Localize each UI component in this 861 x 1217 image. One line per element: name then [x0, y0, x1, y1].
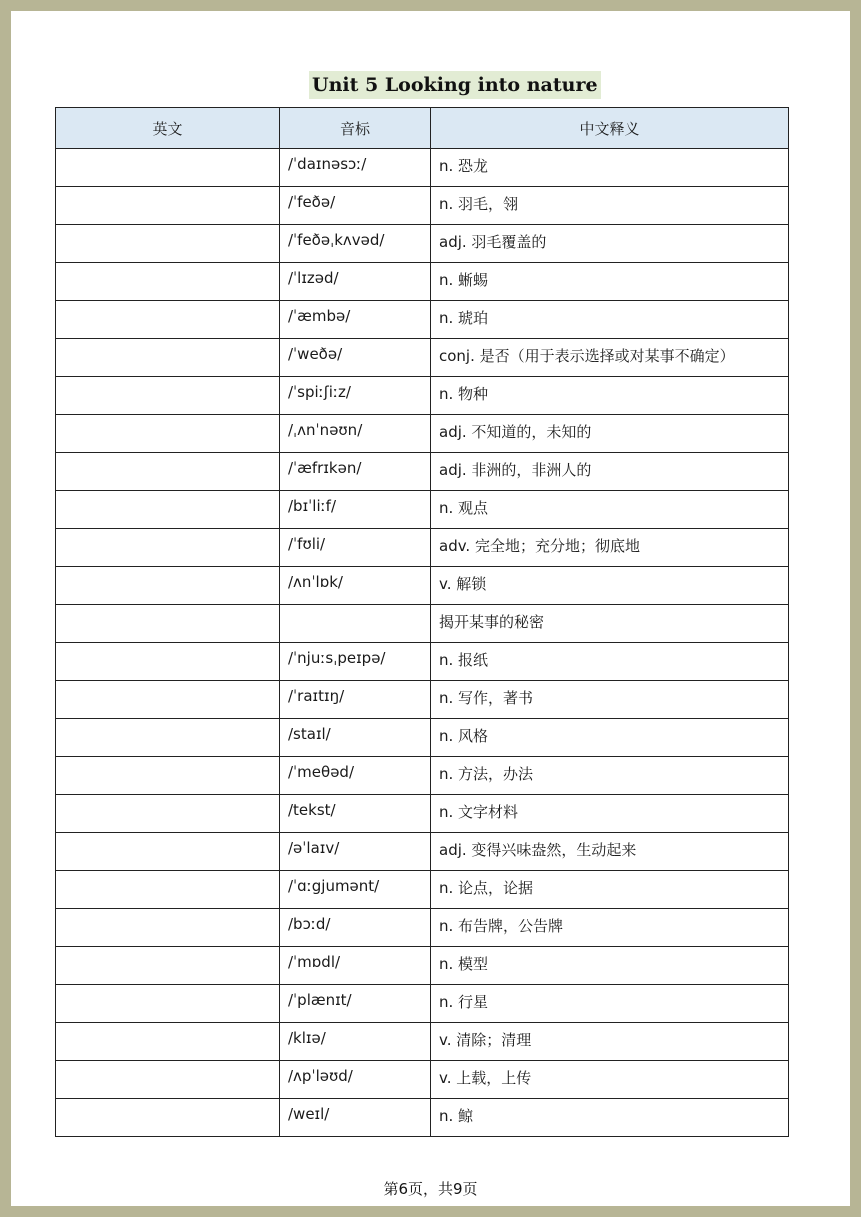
cell-chinese: adj. 羽毛覆盖的: [431, 225, 789, 263]
table-row: [56, 301, 789, 339]
table-row: [56, 719, 789, 757]
cell-english: [56, 681, 280, 719]
table-row: [56, 947, 789, 985]
cell-chinese: n. 论点，论据: [431, 871, 789, 909]
cell-phonetic: /ˈæfrɪkən/: [280, 453, 431, 491]
cell-english: [56, 529, 280, 567]
cell-phonetic: /bɔːd/: [280, 909, 431, 947]
cell-phonetic: /ˈnjuːsˌpeɪpə/: [280, 643, 431, 681]
cell-phonetic: /ˈɑːgjumənt/: [280, 871, 431, 909]
cell-chinese: n. 行星: [431, 985, 789, 1023]
cell-chinese: n. 方法，办法: [431, 757, 789, 795]
cell-english: [56, 643, 280, 681]
cell-chinese: n. 物种: [431, 377, 789, 415]
page-title: Unit 5 Looking into nature: [309, 71, 601, 99]
cell-phonetic: /tekst/: [280, 795, 431, 833]
cell-english: [56, 149, 280, 187]
table-row: [56, 377, 789, 415]
cell-phonetic: /ˈlɪzəd/: [280, 263, 431, 301]
cell-english: [56, 985, 280, 1023]
cell-english: [56, 947, 280, 985]
cell-phonetic: /ˈraɪtɪŋ/: [280, 681, 431, 719]
table-row: [56, 871, 789, 909]
cell-chinese: n. 鲸: [431, 1099, 789, 1137]
cell-chinese: n. 布告牌，公告牌: [431, 909, 789, 947]
cell-chinese: v. 清除；清理: [431, 1023, 789, 1061]
cell-chinese: 揭开某事的秘密: [431, 605, 789, 643]
cell-english: [56, 909, 280, 947]
table-row: [56, 833, 789, 871]
cell-chinese: n. 报纸: [431, 643, 789, 681]
cell-chinese: n. 琥珀: [431, 301, 789, 339]
cell-phonetic: /ˈfeðəˌkʌvəd/: [280, 225, 431, 263]
cell-phonetic: /ˈmeθəd/: [280, 757, 431, 795]
cell-phonetic: /ˌʌnˈnəʊn/: [280, 415, 431, 453]
cell-chinese: n. 文字材料: [431, 795, 789, 833]
cell-chinese: n. 观点: [431, 491, 789, 529]
cell-english: [56, 491, 280, 529]
cell-phonetic: /ˈdaɪnəsɔː/: [280, 149, 431, 187]
cell-phonetic: /əˈlaɪv/: [280, 833, 431, 871]
table-row: [56, 529, 789, 567]
table-row: [56, 453, 789, 491]
cell-phonetic: /ˈfʊli/: [280, 529, 431, 567]
cell-phonetic: /ˈplænɪt/: [280, 985, 431, 1023]
cell-english: [56, 339, 280, 377]
cell-chinese: n. 蜥蜴: [431, 263, 789, 301]
cell-chinese: adj. 变得兴味盎然，生动起来: [431, 833, 789, 871]
cell-english: [56, 605, 280, 643]
table-row: [56, 795, 789, 833]
cell-english: [56, 377, 280, 415]
table-row: [56, 567, 789, 605]
cell-chinese: n. 恐龙: [431, 149, 789, 187]
cell-chinese: n. 风格: [431, 719, 789, 757]
cell-english: [56, 719, 280, 757]
document-page: [11, 11, 850, 1206]
cell-english: [56, 567, 280, 605]
cell-phonetic: /bɪˈliːf/: [280, 491, 431, 529]
table-row: [56, 225, 789, 263]
page-number: 第6页，共9页: [383, 1180, 478, 1198]
cell-chinese: n. 羽毛，翎: [431, 187, 789, 225]
table-row: [56, 909, 789, 947]
table-row: [56, 491, 789, 529]
table-row: [56, 339, 789, 377]
cell-phonetic: /ʌpˈləʊd/: [280, 1061, 431, 1099]
cell-phonetic: /staɪl/: [280, 719, 431, 757]
cell-english: [56, 795, 280, 833]
cell-english: [56, 833, 280, 871]
cell-chinese: n. 模型: [431, 947, 789, 985]
table-row: [56, 757, 789, 795]
cell-phonetic: /klɪə/: [280, 1023, 431, 1061]
cell-chinese: adj. 非洲的，非洲人的: [431, 453, 789, 491]
header-english: 英文: [56, 108, 280, 149]
vocabulary-table: [55, 107, 789, 1137]
table-row: [56, 149, 789, 187]
table-row: [56, 1099, 789, 1137]
table-row: [56, 415, 789, 453]
cell-english: [56, 757, 280, 795]
table-row: [56, 1023, 789, 1061]
cell-english: [56, 1099, 280, 1137]
cell-english: [56, 415, 280, 453]
cell-english: [56, 301, 280, 339]
table-body: [56, 149, 789, 1137]
cell-english: [56, 225, 280, 263]
cell-chinese: adv. 完全地；充分地；彻底地: [431, 529, 789, 567]
cell-english: [56, 1061, 280, 1099]
cell-chinese: v. 解锁: [431, 567, 789, 605]
cell-chinese: conj. 是否（用于表示选择或对某事不确定）: [431, 339, 789, 377]
table-row: [56, 605, 789, 643]
cell-phonetic: /ˈæmbə/: [280, 301, 431, 339]
cell-phonetic: /ˈmɒdl/: [280, 947, 431, 985]
header-chinese: 中文释义: [431, 108, 789, 149]
table-row: [56, 985, 789, 1023]
cell-english: [56, 871, 280, 909]
cell-phonetic: /ˈspiːʃiːz/: [280, 377, 431, 415]
table-row: [56, 643, 789, 681]
table-row: [56, 263, 789, 301]
cell-english: [56, 453, 280, 491]
cell-phonetic: /ʌnˈlɒk/: [280, 567, 431, 605]
cell-phonetic: [280, 605, 431, 643]
cell-chinese: v. 上载，上传: [431, 1061, 789, 1099]
cell-phonetic: /ˈfeðə/: [280, 187, 431, 225]
cell-english: [56, 187, 280, 225]
cell-english: [56, 1023, 280, 1061]
cell-chinese: adj. 不知道的，未知的: [431, 415, 789, 453]
header-phonetic: 音标: [280, 108, 431, 149]
table-row: [56, 681, 789, 719]
table-row: [56, 187, 789, 225]
cell-chinese: n. 写作，著书: [431, 681, 789, 719]
table-row: [56, 1061, 789, 1099]
table-header-row: [56, 108, 789, 149]
cell-english: [56, 263, 280, 301]
cell-phonetic: /ˈweðə/: [280, 339, 431, 377]
cell-phonetic: /weɪl/: [280, 1099, 431, 1137]
